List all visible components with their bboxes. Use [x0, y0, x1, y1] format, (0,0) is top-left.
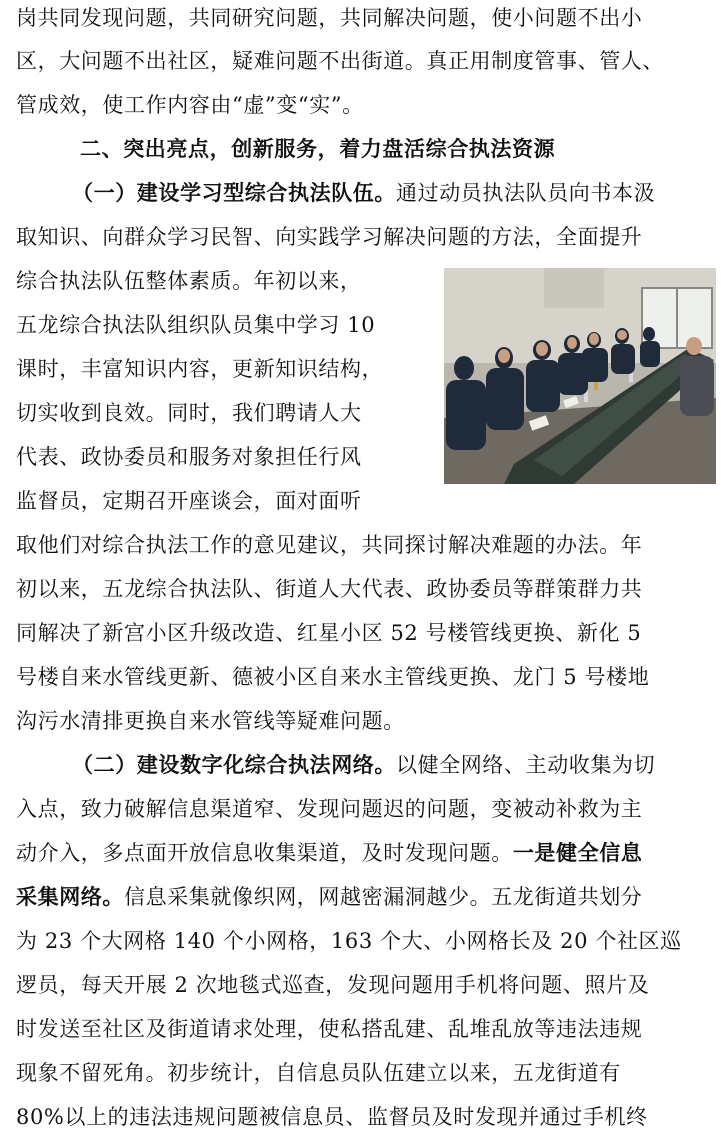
text-line: 初以来，五龙综合执法队、街道人大代表、政协委员等群策群力共: [16, 577, 643, 601]
text-line: 现象不留死角。初步统计，自信息员队伍建立以来，五龙街道有: [16, 1061, 621, 1085]
text-run: 信息采集就像织网，网越密漏洞越少。五龙街道共划分: [124, 885, 643, 909]
text-line: 区，大问题不出社区，疑难问题不出街道。真正用制度管事、管人、: [16, 49, 664, 73]
text-run: 动介入，多点面开放信息收集渠道，及时发现问题。: [16, 841, 513, 865]
text-run: 通过动员执法队员向书本汲: [396, 181, 656, 205]
text-line: 80%以上的违法违规问题被信息员、监督员及时发现并通过手机终: [16, 1105, 648, 1129]
paragraph-first-line: [72, 175, 655, 211]
text-line: 取知识、向群众学习民智、向实践学习解决问题的方法，全面提升: [16, 225, 643, 249]
text-line: 管成效，使工作内容由“虚”变“实”。: [16, 93, 364, 117]
text-run: 以健全网络、主动收集为切: [396, 753, 656, 777]
text-line: 号楼自来水管线更新、德被小区自来水主管线更换、龙门 5 号楼地: [16, 665, 650, 689]
text-line: 监督员，定期召开座谈会，面对面听: [16, 489, 362, 513]
text-line: 切实收到良效。同时，我们聘请人大: [16, 401, 362, 425]
subheading: （二）建设数字化综合执法网络。: [72, 752, 396, 777]
text-line: 取他们对综合执法工作的意见建议，共同探讨解决难题的办法。年: [16, 533, 643, 557]
text-line: 同解决了新宫小区升级改造、红星小区 52 号楼管线更换、新化 5: [16, 621, 642, 645]
emphasis-run: 采集网络。: [16, 884, 124, 909]
text-line: [16, 879, 642, 915]
subheading: （一）建设学习型综合执法队伍。: [72, 180, 396, 205]
meeting-photo: [444, 268, 716, 484]
text-line: 五龙综合执法队组织队员集中学习 10: [16, 313, 376, 337]
text-line: 代表、政协委员和服务对象担任行风: [16, 445, 362, 469]
text-line: 岗共同发现问题，共同研究问题，共同解决问题，使小问题不出小: [16, 6, 643, 30]
text-line: 逻员，每天开展 2 次地毯式巡查，发现问题用手机将问题、照片及: [16, 973, 650, 997]
text-line: 沟污水清排更换自来水管线等疑难问题。: [16, 709, 405, 733]
text-line: 时发送至社区及街道请求处理，使私搭乱建、乱堆乱放等违法违规: [16, 1017, 643, 1041]
section-heading: 二、突出亮点，创新服务，着力盘活综合执法资源: [80, 136, 556, 161]
text-line: 入点，致力破解信息渠道窄、发现问题迟的问题，变被动补救为主: [16, 797, 643, 821]
text-line: 综合执法队伍整体素质。年初以来，: [16, 269, 362, 293]
text-line: 为 23 个大网格 140 个小网格，163 个大、小网格长及 20 个社区巡: [16, 929, 682, 953]
emphasis-run: 一是健全信息: [512, 840, 643, 865]
text-line: 课时，丰富知识内容，更新知识结构，: [16, 357, 384, 381]
text-line: [16, 835, 642, 871]
paragraph-first-line: [72, 747, 655, 783]
